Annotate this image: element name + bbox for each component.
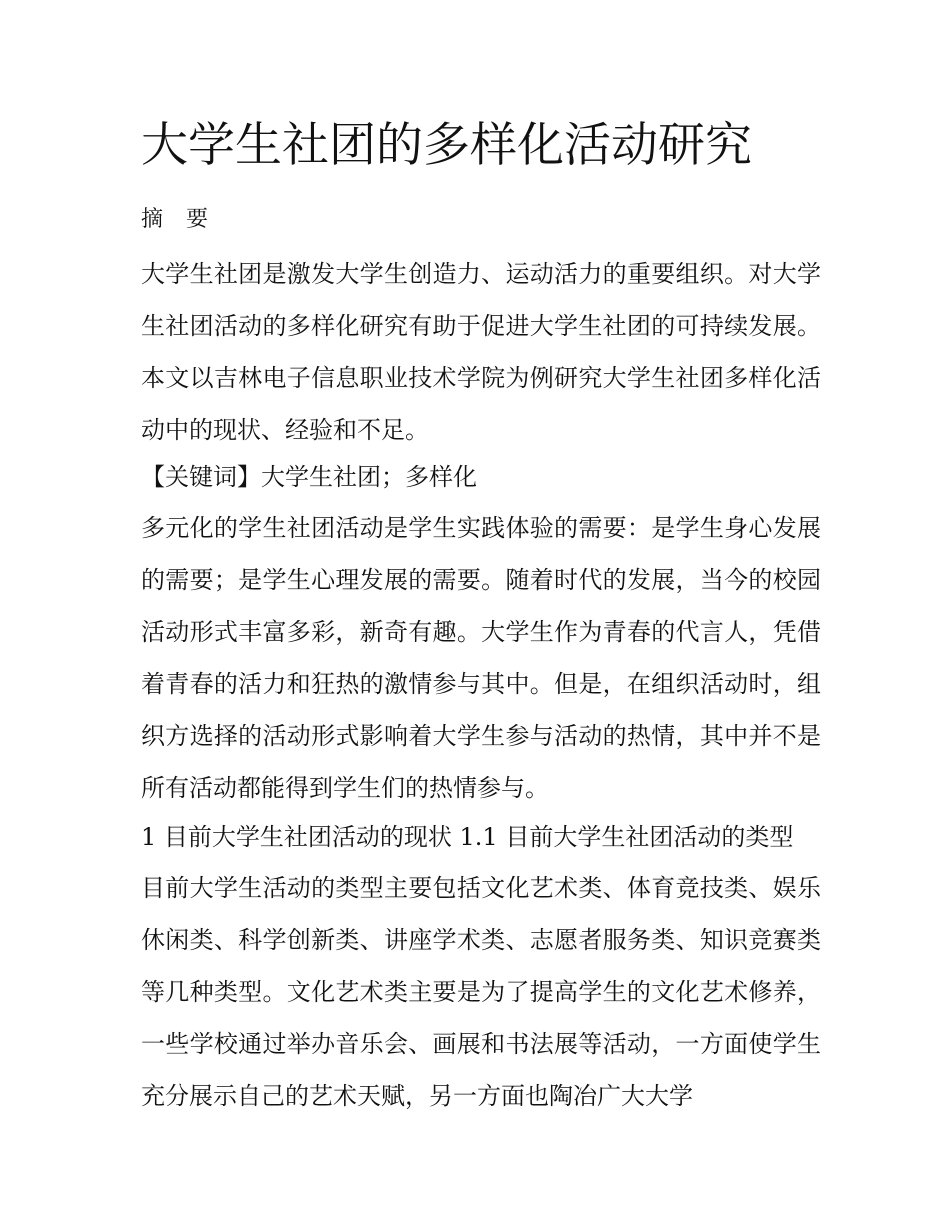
intro-paragraph: 多元化的学生社团活动是学生实践体验的需要：是学生身心发展的需要；是学生心理发展的需要。随着时代的发展，当今的校园活动形式丰富多彩，新奇有趣。大学生作为青春的代言人，凭借着青春的活力和狂热的激情参与其中。但是，在组织活动时，组织方选择的活动形式影响着大学生参与活动的热情，其中并不是所有活动都能得到学生们的热情参与。 xyxy=(141,514,821,802)
section-heading: 1 目前大学生社团活动的现状 1.1 目前大学生社团活动的类型 xyxy=(141,823,794,851)
abstract-heading: 摘 要 xyxy=(141,207,216,232)
document-title: 大学生社团的多样化活动研究 xyxy=(141,118,752,173)
section-body-paragraph: 目前大学生活动的类型主要包括文化艺术类、体育竞技类、娱乐休闲类、科学创新类、讲座学术类、志愿者服务类、知识竞赛类等几种类型。文化艺术类主要是为了提高学生的文化艺术修养，一些学校通过举办音乐会、画展和书法展等活动，一方面使学生充分展示自己的艺术天赋，另一方面也陶冶广大大学 xyxy=(141,874,821,1110)
keywords-line: 【关键词】大学生社团；多样化 xyxy=(141,463,477,491)
abstract-body: 大学生社团是激发大学生创造力、运动活力的重要组织。对大学生社团活动的多样化研究有助于促进大学生社团的可持续发展。本文以吉林电子信息职业技术学院为例研究大学生社团多样化活动中的现状、经验和不足。 xyxy=(141,260,821,444)
document-content xyxy=(141,112,821,1122)
